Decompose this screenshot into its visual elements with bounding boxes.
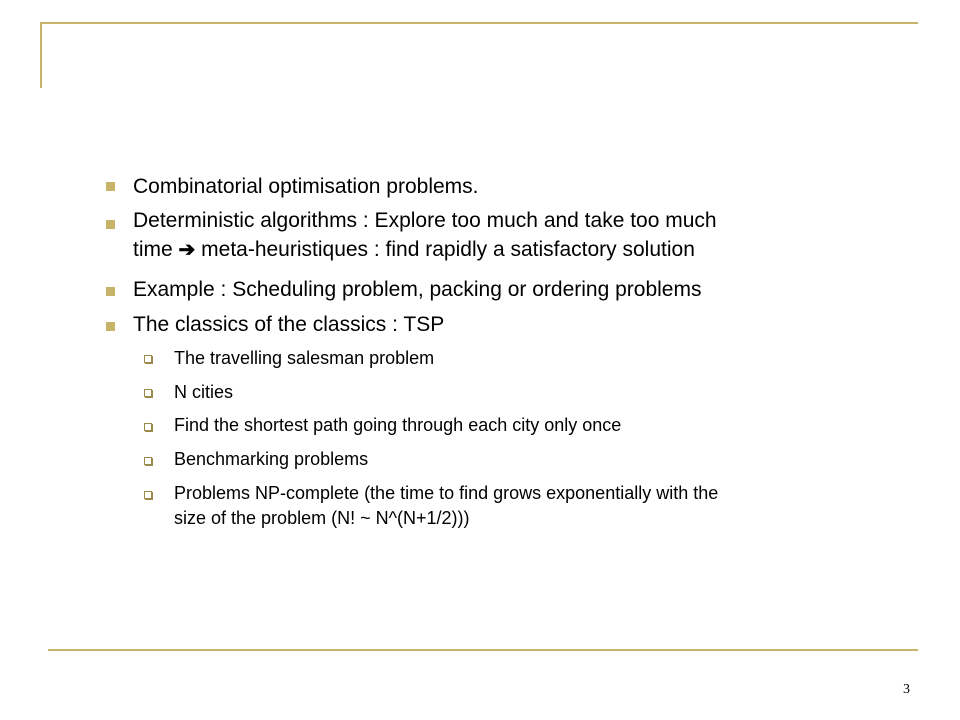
bullet-text: Combinatorial optimisation problems.: [133, 175, 479, 198]
sub-bullet-text-line1: Problems NP-complete (the time to find grows exponentially with the: [174, 483, 719, 503]
square-bullet-icon: [106, 287, 115, 296]
hollow-square-bullet-icon: [144, 491, 152, 499]
square-bullet-icon: [106, 220, 115, 229]
bullet-text: The classics of the classics : TSP: [133, 313, 445, 336]
bullet-text-time: time: [133, 238, 173, 261]
hollow-square-bullet-icon: [144, 457, 152, 465]
square-bullet-icon: [106, 322, 115, 331]
bullet-text-meta: meta-heuristiques : find rapidly a satisfactory solution: [201, 238, 695, 261]
sub-bullet-text-line2: size of the problem (N! ~ N^(N+1/2))): [174, 508, 470, 528]
bullet-text-line1: Deterministic algorithms : Explore too much and take too much: [133, 209, 717, 232]
sub-bullet-text: N cities: [174, 382, 234, 402]
sub-bullet-text: Find the shortest path going through each city only once: [174, 415, 622, 435]
hollow-square-bullet-icon: [144, 389, 152, 397]
right-arrow-icon: ➔: [178, 239, 196, 261]
sub-bullet-text: The travelling salesman problem: [174, 348, 435, 368]
bullet-text-line2: [133, 235, 833, 265]
sub-bullet-text: Benchmarking problems: [174, 449, 369, 469]
hollow-square-bullet-icon: [144, 355, 152, 363]
square-bullet-icon: [106, 182, 115, 191]
bullet-text: Example : Scheduling problem, packing or ordering problems: [133, 278, 702, 301]
slide-number: 3: [903, 682, 910, 697]
hollow-square-bullet-icon: [144, 423, 152, 431]
